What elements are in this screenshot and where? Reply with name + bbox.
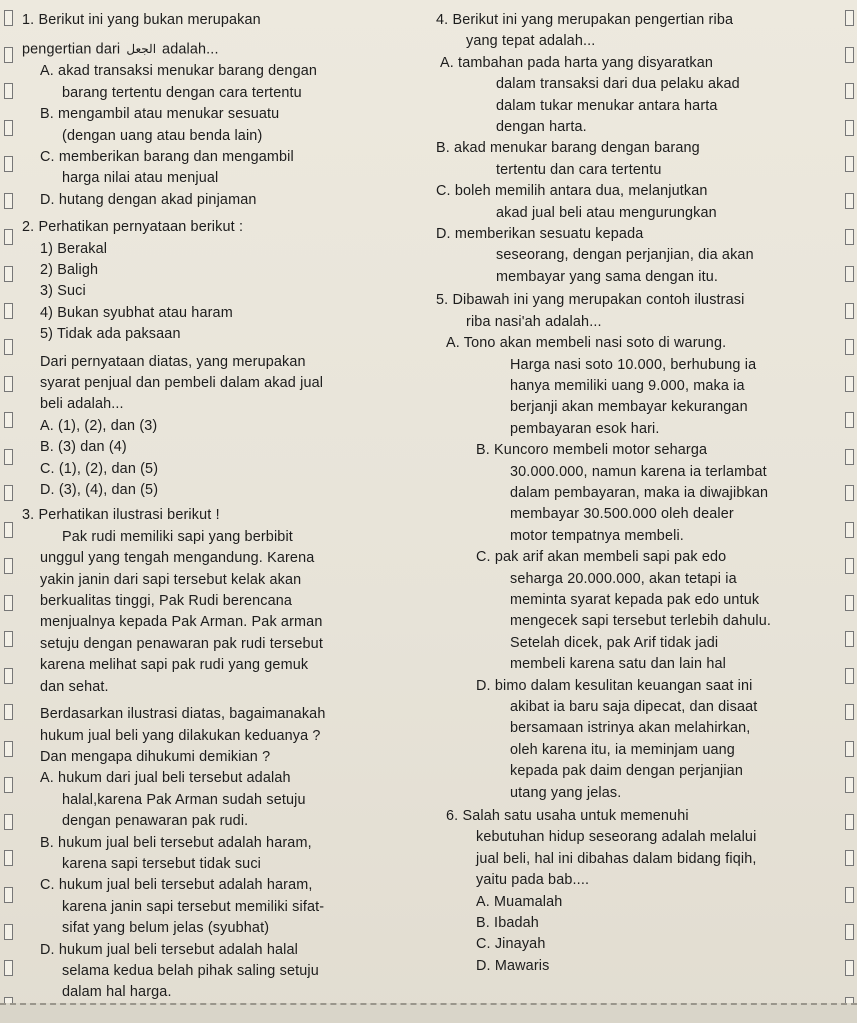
q4-option-d-cont: membayar yang sama dengan itu.: [496, 268, 719, 285]
q3-story: Pak rudi memiliki sapi yang berbibit: [62, 528, 293, 545]
q5-option-a-cont: Harga nasi soto 10.000, berhubung ia: [510, 356, 757, 373]
q4-option-a: A. tambahan pada harta yang disyaratkan: [440, 54, 714, 71]
binder-holes-right: [843, 0, 855, 1023]
q5-option-a-cont: hanya memiliki uang 9.000, maka ia: [510, 377, 745, 394]
q5-option-b-cont: 30.000.000, namun karena ia terlambat: [510, 463, 767, 480]
arabic-term: الجعل: [126, 42, 157, 57]
q5-option-a-cont: berjanji akan membayar kekurangan: [510, 399, 748, 416]
q3-option-b-cont: karena sapi tersebut tidak suci: [62, 855, 262, 872]
q4-option-c-cont: akad jual beli atau mengurungkan: [496, 204, 717, 221]
binder-holes-left: [2, 0, 14, 1023]
question-1: [22, 6, 412, 211]
left-column: [22, 6, 412, 1004]
q3-question: Dan mengapa dihukumi demikian ?: [40, 748, 271, 765]
q2-item-4: 4) Bukan syubhat atau haram: [40, 304, 233, 321]
q5-option-b: B. Kuncoro membeli motor seharga: [476, 442, 708, 459]
question-5-stem: 5. Dibawah ini yang merupakan contoh ilustrasi: [436, 292, 745, 309]
question-1-stem-part: pengertian dari: [22, 41, 121, 58]
question-6-stem-cont: yaitu pada bab....: [476, 872, 590, 889]
q3-story: yakin janin dari sapi tersebut kelak akan: [40, 571, 302, 588]
question-2-stem: 2. Perhatikan pernyataan berikut :: [22, 219, 244, 236]
q3-option-b: B. hukum jual beli tersebut adalah haram,: [40, 834, 312, 851]
q3-option-c: C. hukum jual beli tersebut adalah haram,: [40, 877, 313, 894]
q5-option-c: C. pak arif akan membeli sapi pak edo: [476, 549, 727, 566]
q5-option-a-cont: pembayaran esok hari.: [510, 420, 660, 437]
question-4: [436, 6, 832, 288]
q3-option-c-cont: karena janin sapi tersebut memiliki sifat-: [62, 898, 325, 915]
q5-option-b-cont: motor tempatnya membeli.: [510, 527, 684, 544]
q4-option-a-cont: dalam transaksi dari dua pelaku akad: [496, 76, 740, 93]
q3-option-a-cont: halal,karena Pak Arman sudah setuju: [62, 791, 306, 808]
q3-option-d-cont: selama kedua belah pihak saling setuju: [62, 962, 319, 979]
q3-story: karena melihat sapi pak rudi yang gemuk: [40, 657, 309, 674]
q2-option-b: B. (3) dan (4): [40, 439, 127, 456]
q3-question: hukum jual beli yang dilakukan keduanya ?: [40, 727, 321, 744]
q3-story: menjualnya kepada Pak Arman. Pak arman: [40, 614, 323, 631]
q3-option-a: A. hukum dari jual beli tersebut adalah: [40, 770, 291, 787]
q3-option-a-cont: dengan penawaran pak rudi.: [62, 813, 249, 830]
q4-option-b: B. akad menukar barang dengan barang: [436, 140, 700, 157]
q4-option-c: C. boleh memilih antara dua, melanjutkan: [436, 183, 708, 200]
q4-option-a-cont: dengan harta.: [496, 119, 587, 136]
question-3-stem: 3. Perhatikan ilustrasi berikut !: [22, 507, 220, 524]
q2-question: Dari pernyataan diatas, yang merupakan: [40, 353, 306, 370]
q4-option-d: D. memberikan sesuatu kepada: [436, 226, 644, 243]
q5-option-d-cont: kepada pak daim dengan perjanjian: [510, 763, 743, 780]
q4-option-a-cont: dalam tukar menukar antara harta: [496, 97, 718, 114]
q5-option-c-cont: membeli karena satu dan lain hal: [510, 656, 726, 673]
q5-option-c-cont: mengecek sapi tersebut terlebih dahulu.: [510, 613, 772, 630]
q3-option-d-cont: dalam hal harga.: [62, 984, 172, 1001]
q5-option-d-cont: oleh karena itu, ia meminjam uang: [510, 741, 735, 758]
q5-option-b-cont: membayar 30.500.000 oleh dealer: [510, 506, 734, 523]
q4-option-b-cont: tertentu dan cara tertentu: [496, 161, 662, 178]
right-column: [436, 6, 832, 977]
q3-option-d: D. hukum jual beli tersebut adalah halal: [40, 941, 298, 958]
q4-option-d-cont: seseorang, dengan perjanjian, dia akan: [496, 247, 754, 264]
question-6-stem: 6. Salah satu usaha untuk memenuhi: [446, 808, 689, 825]
question-6: [436, 806, 832, 977]
q1-option-d: D. hutang dengan akad pinjaman: [40, 191, 257, 208]
q1-option-c-cont: harga nilai atau menjual: [62, 170, 219, 187]
q1-option-b-cont: (dengan uang atau benda lain): [62, 127, 263, 144]
q1-option-a: A. akad transaksi menukar barang dengan: [40, 63, 318, 80]
q5-option-d: D. bimo dalam kesulitan keuangan saat ini: [476, 677, 753, 694]
q3-story: setuju dengan penawaran pak rudi tersebut: [40, 635, 323, 652]
question-3: [22, 505, 412, 1003]
q2-item-2: 2) Baligh: [40, 261, 99, 278]
q3-story: unggul yang tengah mengandung. Karena: [40, 550, 315, 567]
q5-option-c-cont: meminta syarat kepada pak edo untuk: [510, 591, 760, 608]
q6-option-b: B. Ibadah: [476, 915, 539, 932]
question-4-stem: 4. Berikut ini yang merupakan pengertian riba: [436, 12, 734, 28]
question-6-stem-cont: kebutuhan hidup seseorang adalah melalui: [476, 829, 757, 846]
q2-question-cont: syarat penjual dan pembeli dalam akad jual: [40, 375, 324, 391]
question-5: [436, 290, 832, 804]
question-5-stem-cont: riba nasi'ah adalah...: [466, 313, 602, 330]
question-6-stem-cont: jual beli, hal ini dibahas dalam bidang fiqih,: [476, 850, 757, 867]
q5-option-d-cont: akibat ia baru saja dipecat, dan disaat: [510, 699, 758, 715]
q5-option-d-cont: utang yang jelas.: [510, 784, 622, 801]
q2-item-5: 5) Tidak ada paksaan: [40, 326, 181, 343]
q2-item-1: 1) Berakal: [40, 240, 108, 257]
q2-option-c: C. (1), (2), dan (5): [40, 460, 159, 477]
q5-option-a: A. Tono akan membeli nasi soto di warung.: [446, 335, 727, 352]
q3-question: Berdasarkan ilustrasi diatas, bagaimanakah: [40, 706, 326, 723]
question-4-stem-cont: yang tepat adalah...: [466, 33, 596, 50]
q3-option-c-cont: sifat yang belum jelas (syubhat): [62, 920, 270, 937]
q5-option-d-cont: bersamaan istrinya akan melahirkan,: [510, 720, 751, 737]
q1-option-c: C. memberikan barang dan mengambil: [40, 148, 294, 165]
q2-option-d: D. (3), (4), dan (5): [40, 482, 159, 499]
question-1-stem-end: adalah...: [162, 41, 219, 58]
q5-option-c-cont: seharga 20.000.000, akan tetapi ia: [510, 570, 737, 587]
bottom-perforation: [0, 1003, 857, 1023]
question-1-stem: 1. Berikut ini yang bukan merupakan: [22, 12, 261, 28]
q1-option-a-cont: barang tertentu dengan cara tertentu: [62, 84, 302, 101]
q3-story: dan sehat.: [40, 678, 109, 695]
q2-option-a: A. (1), (2), dan (3): [40, 417, 158, 434]
q3-story: berkualitas tinggi, Pak Rudi berencana: [40, 593, 293, 610]
q5-option-c-cont: Setelah dicek, pak Arif tidak jadi: [510, 634, 719, 651]
q6-option-c: C. Jinayah: [476, 936, 546, 953]
q2-item-3: 3) Suci: [40, 283, 86, 300]
q5-option-b-cont: dalam pembayaran, maka ia diwajibkan: [510, 484, 769, 501]
q6-option-d: D. Mawaris: [476, 957, 550, 974]
question-2: [22, 217, 412, 501]
q6-option-a: A. Muamalah: [476, 893, 563, 910]
q1-option-b: B. mengambil atau menukar sesuatu: [40, 106, 280, 123]
q2-question-cont: beli adalah...: [40, 396, 124, 413]
